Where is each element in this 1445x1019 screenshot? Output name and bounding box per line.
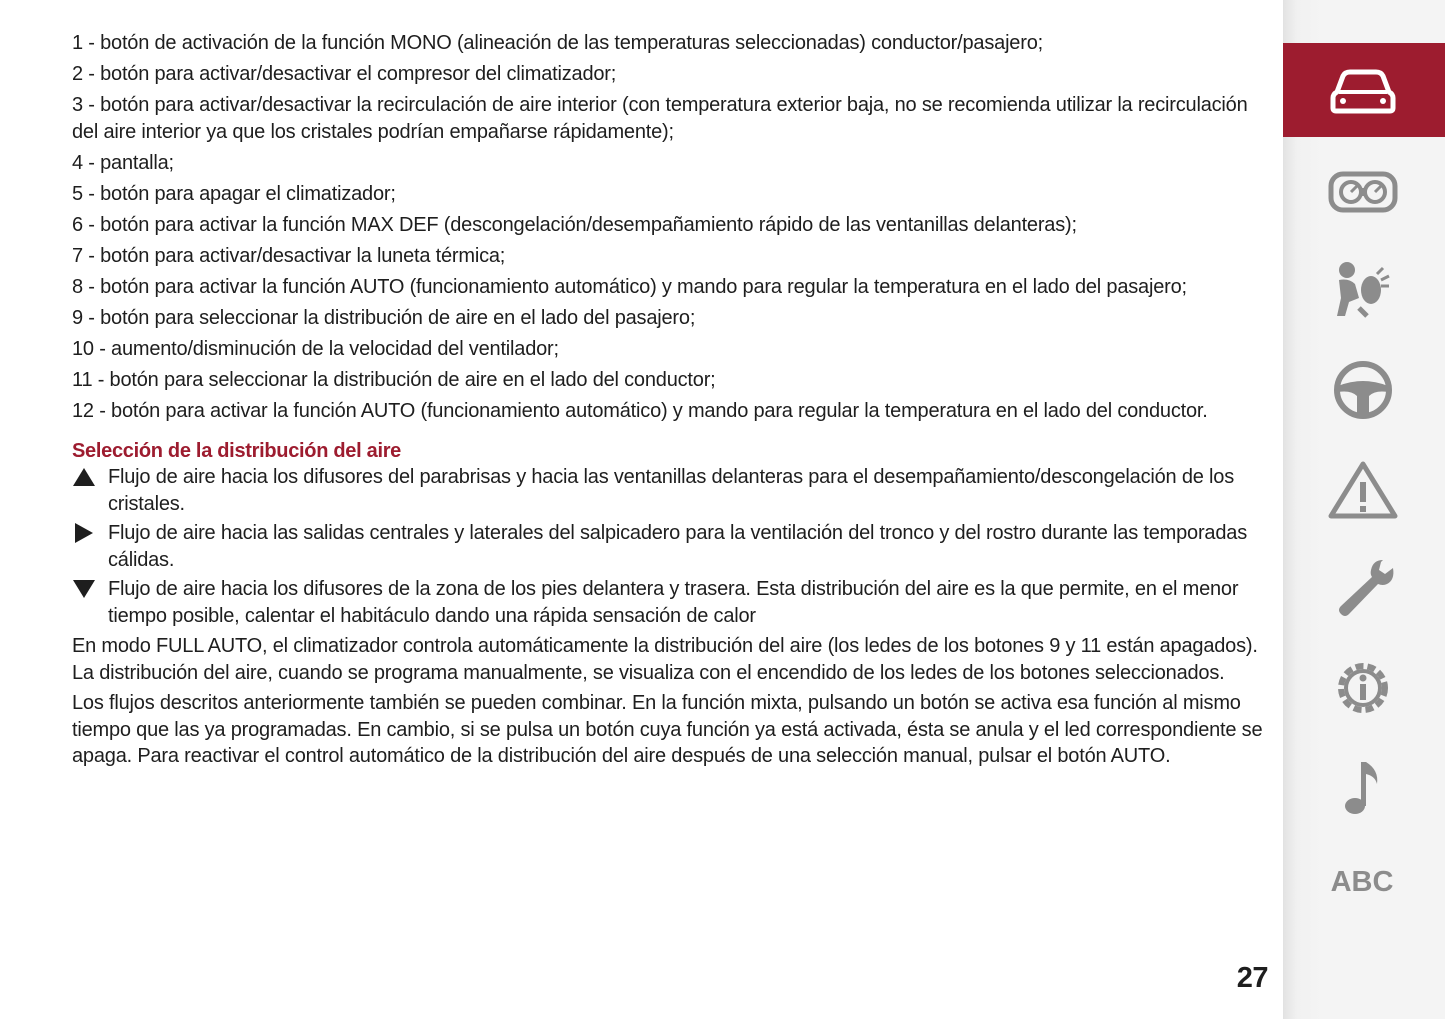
sidebar-tab-maintenance[interactable]	[1325, 556, 1401, 620]
main-content	[72, 30, 1267, 770]
list-item: 12 - botón para activar la función AUTO (funcionamiento automático) y mando para regular la temperatura en el lado del conductor.	[72, 399, 1208, 422]
paragraph: Los flujos descritos anteriormente también se pueden combinar. En la función mixta, pulsando un botón se activa esa función al mismo tiempo que las ya programadas. En cambio, si se pulsa un botón cuya función ya está activada, ésta se anula y el led correspondiente se apaga. Para reactivar el control automático de la distribución del aire después de una selección manual, pulsar el botón AUTO.	[72, 692, 1263, 767]
list-item: 4 - pantalla;	[72, 151, 174, 174]
warning-triangle-icon	[1325, 458, 1401, 522]
steering-wheel-icon	[1325, 358, 1401, 422]
sidebar-tab-car[interactable]	[1325, 58, 1401, 122]
section-heading: Selección de la distribución del aire	[72, 440, 402, 462]
list-item: 7 - botón para activar/desactivar la luneta térmica;	[72, 244, 506, 267]
gear-info-icon	[1325, 656, 1401, 720]
flow-text: Flujo de aire hacia los difusores de la zona de los pies delantera y trasera. Esta distribución del aire es la que permite, en el menor tiempo posible, calentar el habitáculo dando una rápida sensación de calor	[108, 578, 1239, 627]
car-icon	[1325, 58, 1401, 122]
list-item: 1 - botón de activación de la función MONO (alineación de las temperaturas seleccionadas) conductor/pasajero;	[72, 32, 1043, 54]
flow-text: Flujo de aire hacia las salidas centrales y laterales del salpicadero para la ventilación del tronco y del rostro durante las temporadas cálidas.	[108, 522, 1247, 571]
sidebar-tab-dashboard[interactable]	[1325, 158, 1401, 222]
flow-item-right	[72, 520, 1267, 573]
list-item: 2 - botón para activar/desactivar el compresor del climatizador;	[72, 63, 617, 85]
airbag-safety-icon	[1325, 258, 1401, 322]
list-item: 11 - botón para seleccionar la distribución de aire en el lado del conductor;	[72, 368, 716, 391]
list-item: 8 - botón para activar la función AUTO (funcionamiento automático) y mando para regular la temperatura en el lado del pasajero;	[72, 275, 1187, 298]
flow-item-down	[72, 576, 1267, 629]
sidebar-tab-emergency[interactable]	[1325, 458, 1401, 522]
list-item: 9 - botón para seleccionar la distribución de aire en el lado del pasajero;	[72, 306, 696, 329]
sidebar-tab-multimedia[interactable]	[1325, 756, 1401, 820]
paragraph: En modo FULL AUTO, el climatizador controla automáticamente la distribución del aire (los ledes de los botones 9 y 11 están apagados). La distribución del aire, cuando se programa manualmente, se visualiza con el encendido de los ledes de los botones seleccionados.	[72, 635, 1258, 684]
wrench-icon	[1325, 556, 1401, 620]
page-number: 27	[1236, 962, 1268, 994]
list-item: 10 - aumento/disminución de la velocidad del ventilador;	[72, 337, 559, 360]
triangle-right-icon	[72, 523, 96, 543]
sidebar-tab-driving[interactable]	[1325, 358, 1401, 422]
triangle-down-icon	[72, 579, 96, 599]
sidebar-tab-technical-data[interactable]	[1325, 656, 1401, 720]
list-item: 6 - botón para activar la función MAX DEF (descongelación/desempañamiento rápido de las ventanillas delanteras);	[72, 213, 1077, 236]
list-item: 5 - botón para apagar el climatizador;	[72, 182, 396, 205]
list-item: 3 - botón para activar/desactivar la recirculación de aire interior (con temperatura exterior baja, no se recomienda utilizar la recirculación del aire interior ya que los cristales podrían empañarse rápidamente);	[72, 94, 1248, 143]
music-note-icon	[1325, 756, 1401, 820]
dashboard-gauges-icon	[1325, 158, 1401, 222]
flow-text: Flujo de aire hacia los difusores del parabrisas y hacia las ventanillas delanteras para el desempañamiento/descongelación de los cristales.	[108, 466, 1234, 515]
flow-item-up	[72, 464, 1267, 517]
sidebar-tab-index[interactable]: ABC	[1330, 866, 1394, 898]
triangle-up-icon	[72, 467, 96, 487]
sidebar-tab-safety[interactable]	[1325, 258, 1401, 322]
